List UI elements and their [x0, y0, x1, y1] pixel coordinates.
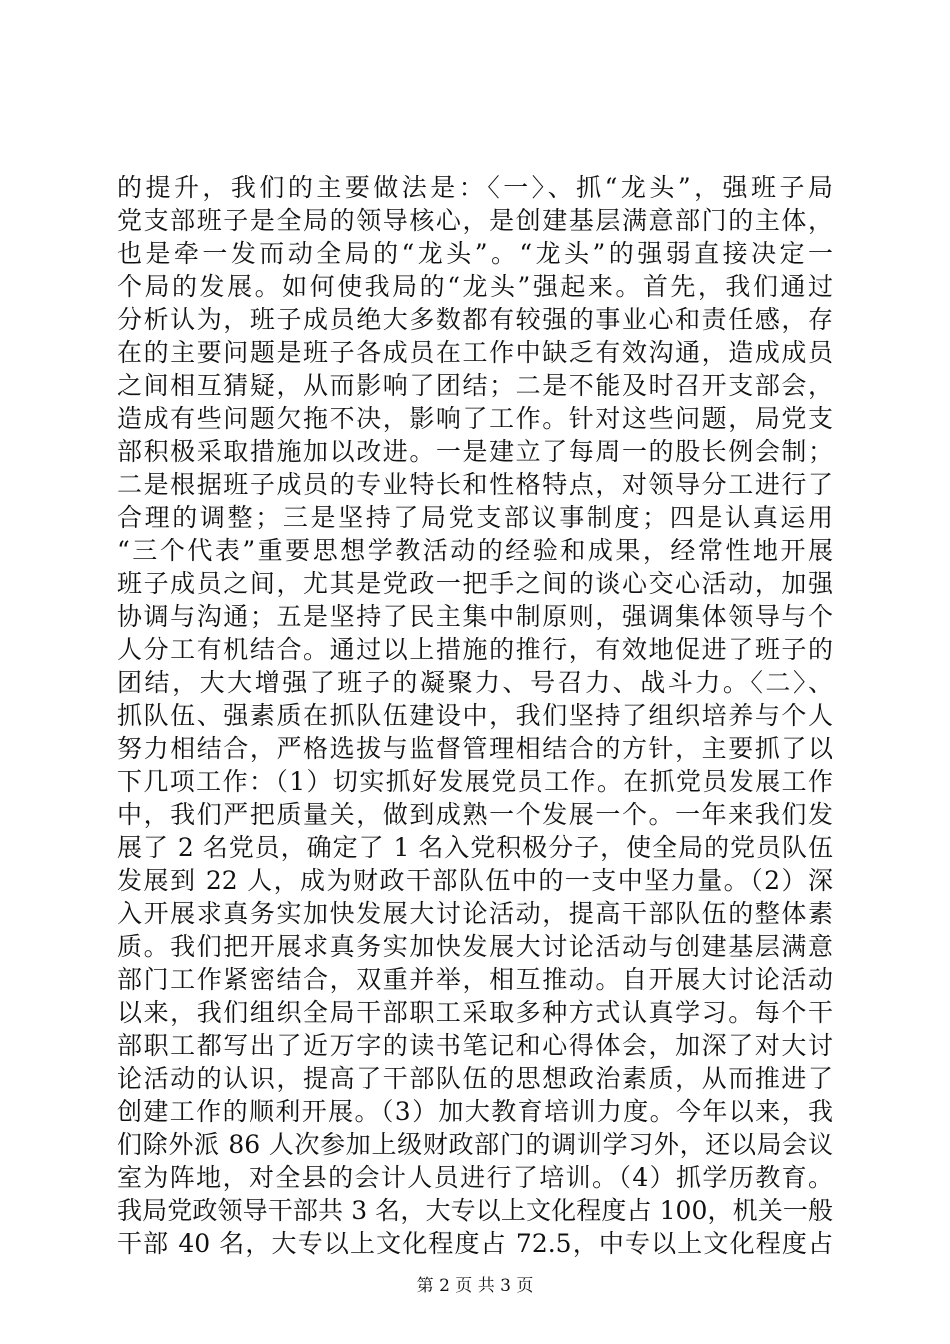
text-line: 展了 2 名党员，确定了 1 名入党积极分子，使全局的党员队伍 [117, 833, 833, 862]
text-line: 合理的调整；三是坚持了局党支部议事制度；四是认真运用 [117, 503, 833, 532]
text-line: 部积极采取措施加以改进。一是建立了每周一的股长例会制； [117, 437, 833, 466]
document-body [117, 171, 833, 1260]
page-footer [0, 1275, 950, 1297]
text-line: 二是根据班子成员的专业特长和性格特点，对领导分工进行了 [117, 470, 833, 499]
text-line: 创建工作的顺利开展。（3）加大教育培训力度。今年以来，我 [117, 1097, 833, 1126]
text-line: 的提升，我们的主要做法是：〈一〉、抓“龙头”，强班子局 [117, 173, 833, 202]
text-line: 部门工作紧密结合，双重并举，相互推动。自开展大讨论活动 [117, 965, 833, 994]
text-line: 干部 40 名，大专以上文化程度占 72.5，中专以上文化程度占 [117, 1229, 833, 1258]
text-line: 中，我们严把质量关，做到成熟一个发展一个。一年来我们发 [117, 800, 833, 829]
text-line: 班子成员之间，尤其是党政一把手之间的谈心交心活动，加强 [117, 569, 833, 598]
text-line: 分析认为，班子成员绝大多数都有较强的事业心和责任感，存 [117, 305, 833, 334]
text-line: 党支部班子是全局的领导核心，是创建基层满意部门的主体， [117, 206, 833, 235]
text-line: 个局的发展。如何使我局的“龙头”强起来。首先，我们通过 [117, 272, 833, 301]
text-line: 发展到 22 人，成为财政干部队伍中的一支中坚力量。（2）深 [117, 866, 833, 895]
text-line: 以来，我们组织全局干部职工采取多种方式认真学习。每个干 [117, 998, 833, 1027]
text-line: 在的主要问题是班子各成员在工作中缺乏有效沟通，造成成员 [117, 338, 833, 367]
text-line: 也是牵一发而动全局的“龙头”。“龙头”的强弱直接决定一 [117, 239, 833, 268]
text-line: 下几项工作：（1）切实抓好发展党员工作。在抓党员发展工作 [117, 767, 833, 796]
text-line: 质。我们把开展求真务实加快发展大讨论活动与创建基层满意 [117, 932, 833, 961]
text-line: 部职工都写出了近万字的读书笔记和心得体会，加深了对大讨 [117, 1031, 833, 1060]
text-line: 论活动的认识，提高了干部队伍的思想政治素质，从而推进了 [117, 1064, 833, 1093]
text-line: 协调与沟通；五是坚持了民主集中制原则，强调集体领导与个 [117, 602, 833, 631]
text-line: 们除外派 86 人次参加上级财政部门的调训学习外，还以局会议 [117, 1130, 833, 1159]
page-number-label: 第 2 页 共 3 页 [416, 1276, 534, 1296]
text-line: 入开展求真务实加快发展大讨论活动，提高干部队伍的整体素 [117, 899, 833, 928]
text-line: 之间相互猜疑，从而影响了团结；二是不能及时召开支部会， [117, 371, 833, 400]
text-line: 我局党政领导干部共 3 名，大专以上文化程度占 100，机关一般 [117, 1196, 833, 1225]
text-line: 造成有些问题欠拖不决，影响了工作。针对这些问题，局党支 [117, 404, 833, 433]
text-line: 室为阵地，对全县的会计人员进行了培训。（4）抓学历教育。 [117, 1163, 833, 1192]
text-line: 抓队伍、强素质在抓队伍建设中，我们坚持了组织培养与个人 [117, 701, 833, 730]
text-line: 团结，大大增强了班子的凝聚力、号召力、战斗力。〈二〉、 [117, 668, 833, 697]
text-line: “三个代表”重要思想学教活动的经验和成果，经常性地开展 [117, 536, 833, 565]
text-line: 努力相结合，严格选拔与监督管理相结合的方针，主要抓了以 [117, 734, 833, 763]
text-line: 人分工有机结合。通过以上措施的推行，有效地促进了班子的 [117, 635, 833, 664]
